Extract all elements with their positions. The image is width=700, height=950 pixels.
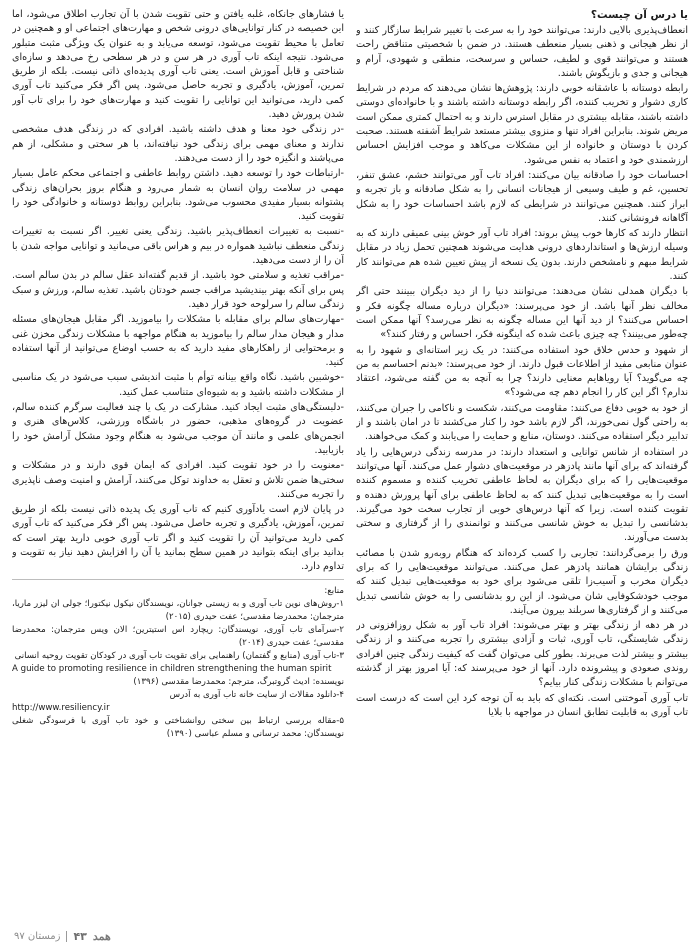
body-paragraph: یا فشارهای جانکاه، غلبه یافتن و حتی تقویت شدن با آن تجارب اطلاق می‌شود، اما این خصیصه در کنار توانایی‌های درونی شخص و مهارت‌های اجتماعی او و همچنین در تعامل با محیط تقویت می‌شود، توسعه می‌یابد و به عنوان یک ویژگی مثبت متبلور می‌شود. نتیجه اینکه تاب آوری در هر سن و در هر سطحی رخ می‌دهد و سازه‌ای شناختی و قابل آموزش است. یعنی تاب آوری پدیده‌ای ذاتی نیست. بلکه از طریق تمرین، آموزش، یادگیری و تجربه حاصل می‌شود. پس اگر فکر می‌کنید تاب آوری کمی دارید، می‌توانید این توانایی را تقویت کنید و مهارت‌های خود را برای تاب آور شدن پرورش دهید. [12,9,344,121]
left-column [12,8,344,913]
source-item: ۲-سرآمای تاب آوری، نویسندگان: ریچارد اس استیترین؛ الان ویس مترجمان: محمدرضا مقدسی؛ عفت حیدری (۲۰۱۴) [12,624,344,648]
body-paragraph: -معنویت را در خود تقویت کنید. افرادی که ایمان قوی دارند و در مشکلات و سختی‌ها ضمن تلاش و تعقل به خداوند توکل می‌کنند، آرامش و امنیت وصف ناپذیری را تجربه می‌کنند. [12,460,344,500]
body-paragraph: در هر دهه از زندگی بهتر و بهتر می‌شوند: افراد تاب آور به شکل روزافزونی در زندگی شایستگی، تاب آوری، ثبات و آزادی بیشتری را تجربه می‌کنند و از زندگی بیشتر و بیشتر لذت می‌برند. بطور کلی می‌توان گفت که کیفیت زندگی چنین افرادی روندی صعودی و پیشرونده دارد. آنها از خود می‌پرسند که: آیا امروز بهتر از گذشته می‌توانم با مشکلات زندگی کنار بیایم؟ [356,620,688,689]
body-paragraph: -در زندگی خود معنا و هدف داشته باشید. افرادی که در زندگی هدف مشخصی ندارند و معنای مهمی برای زندگی خود نیافته‌اند، با هر سختی و مشکلی، از هم می‌پاشند و انگیزه خود را از دست می‌دهند. [12,124,344,164]
sources-divider [12,579,344,580]
footer-divider [66,931,67,942]
page-footer [14,930,111,943]
body-paragraph: در پایان لازم است یادآوری کنیم که تاب آوری یک پدیده ذاتی نیست بلکه از طریق تمرین، آموزش، یادگیری و تجربه حاصل می‌شود. پس اگر فکر می‌کنید که تاب آوری کمی دارید می‌توانید آن را تقویت کنید و اگر تاب آوری خوبی دارید بهتر است که بدانید برای اینکه بتوانید در همین سطح بمانید یا آن را افزایش دهید نیاز به تقویت و تداوم دارد. [12,504,344,573]
body-paragraph: -مهارت‌های سالم برای مقابله با مشکلات را بیاموزید. اگر مقابل هیجان‌های مسئله مدار و هیجان مدار سالم را بیاموزید به هنگام مواجهه با مشکلات زندگی مخزن غنی و برمحتوایی از راهکارهای مفید دارید که به حسب اوضاع می‌توانید از آنها استفاده کنید. [12,314,344,369]
body-paragraph: -نسبت به تغییرات انعطاف‌پذیر باشید. زندگی یعنی تغییر. اگر نسبت به تغییرات زندگی منعطف نباشید همواره در بیم و هراس باقی می‌مانید و توانایی مواجه شدن با آن را از دست می‌دهید. [12,226,344,267]
page-number: ۴۳ [73,930,87,943]
body-paragraph: از خود به خوبی دفاع می‌کنند: مقاومت می‌کنند، شکست و ناکامی را جبران می‌کنند، به راحتی گول نمی‌خورند، اگر لازم باشد خود را کنار می‌کشند تا در امان باشند و از تدابیر دیگر استفاده می‌کنند. دوستان، منابع و حمایت را می‌یابند و کمک می‌خواهند. [356,402,688,443]
issue-label: زمستان ۹۷ [14,931,61,942]
body-paragraph: ورق را برمی‌گردانند: تجاربی را کسب کرده‌اند که هنگام روبه‌رو شدن با مصائب زندگی برایشان همانند پادزهر عمل می‌کنند. می‌توانند موقعیت‌هایی را که برای دیگران مخرب و آسیب‌زا تلقی می‌شود برای خود به موقعیت‌هایی تبدیل کنند که موجب خودشکوفایی شان می‌شود. از این رو بدشانسی را به خوش شانسی تبدیل می‌کنند و از گرفتاری‌ها سربلند بیرون می‌آیند. [356,547,688,616]
body-paragraph: -دلبستگی‌های مثبت ایجاد کنید. مشارکت در یک یا چند فعالیت سرگرم کننده سالم، عضویت در گروه‌های مذهبی، حضور در باشگاه ورزشی، کلاس‌های هنری و انجمن‌های علمی و مانند آن موجب می‌شود به هنگام وجود مشکل آرامش خود را بازیابید. [12,402,344,456]
body-paragraph: از شهود و حدس خلاق خود استفاده می‌کنند: در یک زیر استانه‌ای و شهود را به عنوان منابعی مفید از اطلاعات قبول دارند. از خود می‌پرسند: «بدنم احساسم به من چه می‌گوید؟ آیا رویاهایم معنایی دارند؟ چرا به آنچه به من گفته می‌شود، اعتقاد ندارم؟ اگر این کار را انجام دهم چه می‌شود؟» [356,344,688,399]
body-paragraph: -ارتباطات خود را توسعه دهید. داشتن روابط عاطفی و اجتماعی محکم عامل بسیار مهمی در سلامت روان انسان به شمار می‌رود و هنگام بروز بحران‌های زندگی پشتوانه بسیار مفیدی محسوب می‌شود. بنابراین روابط دوستانه و خانوادگی خود را تقویت کنید. [12,168,344,223]
body-paragraph: -مراقب تغذیه و سلامتی خود باشید. از قدیم گفته‌اند عقل سالم در بدن سالم است. پس برای آنکه بهتر بیندیشید مراقب جسم خودتان باشید. تغذیه سالم، ورزش و سبک زندگی سالم را سرلوحه خود قرار دهید. [12,270,344,310]
source-url[interactable]: http://www.resiliency.ir [12,702,110,713]
source-item: ۱-روش‌های نوین تاب آوری و به زیستی جوانان، نویسندگان نیکول نیکتورا؛ جولی ان لیزر ماریا، مترجمان: محمدرضا مقدسی؛ عفت حیدری (۲۰۱۵) [12,598,344,622]
source-item: ۵-مقاله بررسی ارتباط بین سختی روانشناختی و خود تاب آوری با فرسودگی شغلی نویسندگان: محمد ترسانی و مسلم عباسی (۱۳۹۰) [12,715,344,739]
source-item: ۳-تاب آوری (منابع و گفتمان) راهنمایی برای تقویت تاب آوری در کودکان تقویت روحیه انسانی [14,650,344,661]
english-book-title: A guide to promoting resilience in children strengthening the human spirit [12,663,332,674]
magazine-logo: همد [92,930,111,943]
body-paragraph: انعطاف‌پذیری بالایی دارند: می‌توانند خود را به سرعت با تغییر شرایط سازگار کنند و از نظر هیجانی و ذهنی بسیار منعطف هستند. در ضمن با شخصیتی متناقض راحت هستند و می‌توانند قوی و لطیف، حساس و سرسخت، منطقی و شهودی، آرام و هیجانی و جدی و بازیگوش باشند. [356,25,688,79]
sources-label: منابع: [324,585,344,596]
body-paragraph: تاب آوری آموختنی است. نکته‌ای که باید به آن توجه کرد این است که درست است تاب آوری به قابلیت تطابق انسان در مواجهه با بلایا [356,692,688,718]
text-columns [12,8,688,913]
body-paragraph: -خوشبین باشید. نگاه واقع بینانه توأم با مثبت اندیشی سبب می‌شود در یک مناسبی از مشکلات داشته باشید و به شیوه‌ای متناسب عمل کنید. [12,372,344,398]
source-item: ۴-دانلود مقالات از سایت خانه تاب آوری به آدرس [169,689,344,700]
body-paragraph: احساسات خود را صادقانه بیان می‌کنند: افراد تاب آور می‌توانند خشم، عشق تنفر، تحسین، غم و طیف وسیعی از هیجانات انسانی را به شکل صادقانه و باز تجربه و ابراز کنند. همچنین می‌توانند در شرایطی که لازم باشد احساسات خود را به شکل آگاهانه فرونشانی کنند. [356,169,688,224]
source-item: نویسنده: ادیث گروتبرگ، مترجم: محمدرضا مقدسی (۱۳۹۶) [133,676,344,687]
right-column [356,8,688,913]
body-paragraph: در استفاده از شانس توانایی و استعداد دارند: در مدرسه زندگی درس‌هایی را یاد گرفته‌اند که برای آنها مانند پادزهر در موقعیت‌های دشوار عمل می‌کنند. آنها می‌توانند موقعیت‌هایی را که برای دیگران به لحاظ عاطفی تخریب کننده و مسموم کننده است را به موقعیت‌هایی تبدیل کنند که به لحاظ عاطفی برای آنها پرورش دهنده و تقویت کننده است. زیرا که آنها درس‌های خوبی از تجارب سخت خود می‌گیرند. بدشانسی را تبدیل به خوش شانسی می‌کنند و توانمندی را از گرفتاری و سختی بدست می‌آورند. [356,446,688,544]
body-paragraph: رابطه دوستانه با عاشقانه خوبی دارند: پژوهش‌ها نشان می‌دهند که مردم در شرایط کاری دشوار و تخریب کننده، اگر رابطه دوستانه داشته باشند و با خانواده‌ای دوستی داشته باشند، مقابله بیشتری در مقابل استرس دارند و به احتمال کمتری ممکن است مریض شوند. بنابراین افراد تنها و منزوی بیشتر مستعد شرایط آشفته هستند. صحبت کردن با دوستان و خانواده از این مشکلات می‌کاهد و موجب افزایش احساس ارزشمندی خود و اعتماد به نفس می‌شود. [356,83,688,166]
sources-list [12,585,344,741]
section-heading: یا درس آن چیست؟ [590,9,688,21]
body-paragraph: با دیگران همدلی نشان می‌دهند: می‌توانند دنیا را از دید دیگران ببینند حتی اگر مخالف نظر آنها باشد. از خود می‌پرسند: «دیگران درباره مساله چگونه فکر و احساس می‌کنند؟ از دید آنها این مساله چگونه به نظر می‌رسد؟ آنها ممکن است چه‌طور می‌بینند؟ چه چیزی باعث شده که اینگونه فکر، احساس و رفتار کنند؟» [356,286,688,341]
body-paragraph: انتظار دارند که کارها خوب پیش بروند: افراد تاب آور خوش بینی عمیقی دارند که به وسیله ارزش‌ها و استانداردهای درونی هدایت می‌شوند همچنین تحمل زیاد در مقابل شرایط مبهم و نامشخص دارند. بدون یک نسخه از پیش تعیین شده هم می‌توانند کار کنند. [356,228,688,283]
